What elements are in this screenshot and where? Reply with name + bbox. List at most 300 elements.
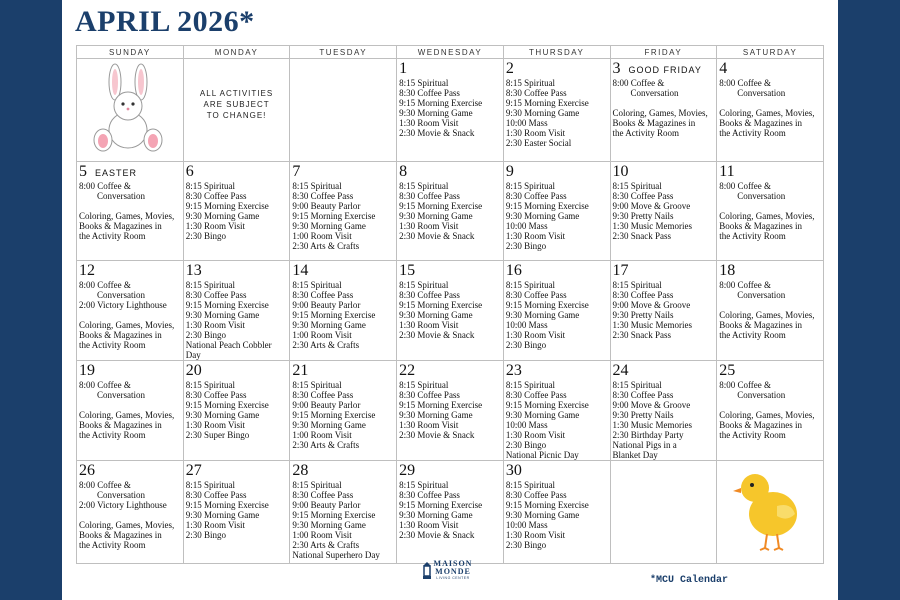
- event-line: 8:30 Coffee Pass: [185, 390, 247, 400]
- event-line: Conversation: [737, 88, 786, 98]
- day-number: 15: [399, 262, 416, 279]
- event-line: 9:15 Morning Exercise: [505, 300, 589, 310]
- event-line: 8:00 Coffee &: [612, 78, 665, 88]
- event-line: 8:15 Spiritual: [399, 380, 449, 390]
- event-line: 1:30 Music Memories: [612, 420, 693, 430]
- event-line: Coloring, Games, Movies,: [719, 310, 815, 320]
- event-line: 1:30 Room Visit: [399, 221, 459, 231]
- event-line: 8:15 Spiritual: [185, 280, 235, 290]
- event-line: 9:15 Morning Exercise: [292, 310, 376, 320]
- event-line: 9:00 Move & Groove: [612, 201, 691, 211]
- day-number: 29: [399, 462, 416, 479]
- event-line: 8:30 Coffee Pass: [505, 490, 567, 500]
- event-list: [506, 480, 608, 550]
- event-list: [506, 280, 608, 350]
- event-line: 8:30 Coffee Pass: [505, 290, 567, 300]
- event-line: 9:30 Morning Game: [399, 108, 473, 118]
- event-list: [292, 280, 394, 350]
- event-line: 8:00 Coffee &: [79, 480, 131, 490]
- day-cell: [290, 261, 397, 361]
- event-line: Coloring, Games, Movies,: [79, 211, 175, 221]
- day-number: 12: [79, 262, 95, 279]
- event-line: 9:15 Morning Exercise: [399, 400, 483, 410]
- event-list: [506, 181, 608, 251]
- day-number: 10: [612, 163, 629, 180]
- day-header: [613, 60, 715, 78]
- day-number: 16: [505, 262, 522, 279]
- day-header: [613, 262, 715, 280]
- event-line: 9:30 Morning Game: [505, 211, 580, 221]
- event-line: 1:30 Music Memories: [612, 320, 693, 330]
- event-line: 9:15 Morning Exercise: [505, 500, 589, 510]
- week-row: [77, 162, 824, 261]
- event-line: 2:30 Snack Pass: [612, 231, 672, 241]
- event-list: [613, 380, 715, 460]
- day-number: 26: [79, 462, 95, 479]
- event-line: 9:30 Morning Game: [505, 510, 580, 520]
- day-cell: [503, 361, 610, 461]
- event-line: Day: [185, 350, 201, 360]
- day-cell: [397, 361, 504, 461]
- event-line: 9:15 Morning Exercise: [399, 500, 483, 510]
- event-line: 8:00 Coffee &: [719, 181, 772, 191]
- event-line: the Activity Room: [719, 231, 786, 241]
- week-row: [77, 59, 824, 162]
- event-line: 8:15 Spiritual: [292, 480, 342, 490]
- empty-day-cell: [290, 59, 397, 162]
- event-line: 8:30 Coffee Pass: [399, 490, 460, 500]
- event-line: 2:30 Snack Pass: [612, 330, 672, 340]
- day-number: 9: [505, 163, 514, 180]
- day-cell: [717, 361, 824, 461]
- event-line: 1:00 Room Visit: [292, 330, 352, 340]
- day-cell: [290, 361, 397, 461]
- day-cell: [183, 261, 290, 361]
- event-list: [399, 280, 501, 340]
- week-row: [77, 361, 824, 461]
- event-line: 2:30 Bingo: [185, 330, 226, 340]
- event-line: Coloring, Games, Movies,: [719, 108, 815, 118]
- event-line: Books & Magazines in: [79, 330, 162, 340]
- event-line: 1:30 Room Visit: [185, 520, 246, 530]
- event-line: 8:30 Coffee Pass: [612, 191, 674, 201]
- event-list: [399, 78, 501, 138]
- event-line: 9:30 Morning Game: [292, 221, 366, 231]
- day-header: [399, 462, 501, 480]
- day-header: [79, 262, 181, 280]
- event-line: National Superhero Day: [292, 550, 380, 560]
- event-line: 9:00 Move & Groove: [612, 300, 691, 310]
- event-list: [399, 181, 501, 241]
- event-line: National Pigs in a: [612, 440, 677, 450]
- event-line: Books & Magazines in: [79, 420, 162, 430]
- event-line: 1:30 Room Visit: [505, 530, 566, 540]
- event-line: 9:15 Morning Exercise: [292, 410, 376, 420]
- event-line: 1:30 Room Visit: [399, 320, 459, 330]
- event-line: the Activity Room: [79, 430, 146, 440]
- event-list: [292, 181, 394, 251]
- day-cell: [503, 261, 610, 361]
- event-line: Books & Magazines in: [719, 420, 802, 430]
- day-number: 24: [612, 362, 629, 379]
- day-cell: [397, 59, 504, 162]
- event-list: [613, 181, 715, 241]
- day-header: [399, 362, 501, 380]
- bunny-icon: [79, 60, 179, 156]
- event-line: 8:15 Spiritual: [505, 480, 556, 490]
- event-line: 2:30 Bingo: [505, 440, 547, 450]
- event-list: [79, 280, 181, 350]
- notice-cell: [183, 59, 290, 162]
- event-line: 9:30 Pretty Nails: [612, 211, 674, 221]
- event-line: 9:30 Morning Game: [399, 410, 473, 420]
- event-line: Conversation: [97, 390, 145, 400]
- event-line: 8:15 Spiritual: [399, 181, 449, 191]
- event-line: 10:00 Mass: [505, 320, 548, 330]
- event-line: 8:15 Spiritual: [505, 78, 556, 88]
- event-line: Conversation: [737, 191, 786, 201]
- event-line: 9:15 Morning Exercise: [292, 211, 376, 221]
- event-line: the Activity Room: [79, 231, 146, 241]
- event-line: 9:30 Morning Game: [505, 410, 580, 420]
- event-line: Conversation: [97, 290, 145, 300]
- event-line: [719, 300, 821, 310]
- event-line: 2:30 Movie & Snack: [399, 231, 475, 241]
- event-line: 8:30 Coffee Pass: [505, 88, 567, 98]
- event-line: 8:15 Spiritual: [185, 480, 235, 490]
- event-line: [613, 98, 715, 108]
- event-list: [506, 78, 608, 148]
- logo-subtitle: LIVING CENTER: [436, 576, 470, 580]
- event-line: 8:00 Coffee &: [719, 380, 772, 390]
- event-line: 1:30 Room Visit: [399, 520, 459, 530]
- day-number: 14: [292, 262, 309, 279]
- event-line: 8:30 Coffee Pass: [399, 390, 460, 400]
- event-line: 9:30 Morning Game: [185, 510, 260, 520]
- day-cell: [290, 162, 397, 261]
- event-line: Coloring, Games, Movies,: [79, 320, 175, 330]
- event-line: 9:15 Morning Exercise: [505, 201, 589, 211]
- day-cell: [503, 59, 610, 162]
- event-line: 8:30 Coffee Pass: [292, 191, 354, 201]
- event-line: 8:00 Coffee &: [79, 181, 131, 191]
- event-list: [613, 280, 715, 340]
- day-number: 19: [79, 362, 95, 379]
- event-list: [613, 78, 715, 138]
- day-cell: [183, 361, 290, 461]
- event-line: 2:00 Victory Lighthouse: [79, 300, 167, 310]
- day-header: [399, 60, 501, 78]
- day-cell: [717, 162, 824, 261]
- calendar-grid: [76, 45, 824, 564]
- event-line: 2:30 Movie & Snack: [399, 128, 475, 138]
- event-line: 8:15 Spiritual: [505, 280, 556, 290]
- day-cell: [503, 162, 610, 261]
- event-line: 2:30 Arts & Crafts: [292, 540, 360, 550]
- event-line: Conversation: [737, 390, 786, 400]
- event-line: [719, 400, 821, 410]
- event-line: 8:00 Coffee &: [79, 280, 131, 290]
- day-cell: [397, 162, 504, 261]
- event-line: 8:00 Coffee &: [719, 280, 772, 290]
- event-line: 8:15 Spiritual: [292, 280, 342, 290]
- event-line: 1:00 Room Visit: [292, 430, 352, 440]
- event-list: [506, 380, 608, 460]
- event-line: 9:30 Morning Game: [399, 211, 473, 221]
- event-line: Coloring, Games, Movies,: [719, 211, 815, 221]
- event-line: 2:30 Movie & Snack: [399, 430, 475, 440]
- event-line: 8:30 Coffee Pass: [185, 290, 247, 300]
- event-line: Coloring, Games, Movies,: [79, 410, 175, 420]
- event-list: [79, 480, 181, 550]
- event-line: 9:15 Morning Exercise: [505, 98, 589, 108]
- day-number: 13: [185, 262, 202, 279]
- event-line: 2:30 Arts & Crafts: [292, 241, 360, 251]
- weekday-monday: MONDAY: [183, 46, 290, 59]
- event-line: 2:30 Super Bingo: [185, 430, 250, 440]
- day-number: 5: [79, 163, 87, 180]
- mcu-calendar-note: *MCU Calendar: [650, 575, 729, 586]
- event-line: 8:15 Spiritual: [399, 78, 449, 88]
- event-line: the Activity Room: [719, 430, 786, 440]
- day-number: 3: [612, 60, 621, 77]
- event-line: 9:00 Beauty Parlor: [292, 500, 361, 510]
- week-row: [77, 461, 824, 564]
- day-header: [719, 163, 821, 181]
- event-line: 9:15 Morning Exercise: [185, 201, 269, 211]
- day-header: [506, 163, 608, 181]
- day-cell: [397, 261, 504, 361]
- day-number: 11: [719, 163, 735, 180]
- event-line: Books & Magazines in: [79, 530, 162, 540]
- event-line: 8:15 Spiritual: [399, 280, 449, 290]
- day-number: 18: [719, 262, 736, 279]
- event-list: [399, 480, 501, 540]
- event-line: 8:30 Coffee Pass: [292, 390, 354, 400]
- day-header: [719, 60, 821, 78]
- change-notice: ALL ACTIVITIES ARE SUBJECT TO CHANGE!: [199, 89, 274, 120]
- event-line: 9:30 Morning Game: [505, 108, 580, 118]
- event-line: 9:15 Morning Exercise: [505, 400, 589, 410]
- day-header: [506, 462, 608, 480]
- event-line: National Peach Cobbler: [185, 340, 272, 350]
- day-header: [506, 60, 608, 78]
- maison-monde-logo: [422, 560, 474, 596]
- day-header: [79, 362, 181, 380]
- event-line: [719, 98, 821, 108]
- event-line: 8:15 Spiritual: [505, 181, 556, 191]
- event-line: Conversation: [630, 88, 679, 98]
- event-list: [79, 181, 181, 241]
- event-line: 8:15 Spiritual: [185, 181, 235, 191]
- event-line: 9:15 Morning Exercise: [185, 500, 269, 510]
- event-line: Books & Magazines in: [719, 320, 802, 330]
- event-line: 2:30 Bingo: [185, 530, 226, 540]
- event-line: 10:00 Mass: [505, 221, 548, 231]
- event-line: [719, 201, 821, 211]
- event-line: 9:30 Morning Game: [185, 310, 260, 320]
- event-line: 2:30 Arts & Crafts: [292, 440, 360, 450]
- event-list: [292, 480, 394, 560]
- event-line: National Picnic Day: [505, 450, 579, 460]
- event-line: 8:00 Coffee &: [719, 78, 772, 88]
- event-line: 9:30 Pretty Nails: [612, 410, 674, 420]
- day-header: [399, 262, 501, 280]
- event-line: 8:00 Coffee &: [79, 380, 131, 390]
- day-header: [399, 163, 501, 181]
- weekday-friday: FRIDAY: [610, 46, 717, 59]
- weekday-saturday: SATURDAY: [717, 46, 824, 59]
- event-line: 9:15 Morning Exercise: [399, 300, 483, 310]
- event-line: 10:00 Mass: [505, 520, 548, 530]
- event-line: 9:15 Morning Exercise: [399, 98, 483, 108]
- event-line: 9:30 Pretty Nails: [612, 310, 674, 320]
- event-list: [719, 380, 821, 440]
- event-line: [79, 310, 181, 320]
- day-cell: [610, 361, 717, 461]
- day-number: 30: [505, 462, 522, 479]
- event-line: 2:30 Bingo: [505, 540, 547, 550]
- lantern-icon: [422, 562, 432, 580]
- weekday-header-row: [77, 46, 824, 59]
- event-line: 9:00 Beauty Parlor: [292, 300, 361, 310]
- event-line: Blanket Day: [612, 450, 658, 460]
- event-line: 8:30 Coffee Pass: [399, 88, 460, 98]
- event-line: 1:30 Room Visit: [505, 231, 566, 241]
- event-line: 8:15 Spiritual: [185, 380, 235, 390]
- event-line: Conversation: [737, 290, 786, 300]
- event-line: 8:30 Coffee Pass: [399, 191, 460, 201]
- event-line: 2:30 Easter Social: [505, 138, 572, 148]
- bunny-cell: [77, 59, 184, 162]
- event-line: 1:00 Room Visit: [292, 231, 352, 241]
- event-list: [399, 380, 501, 440]
- day-header: [292, 163, 394, 181]
- event-line: 2:30 Bingo: [505, 340, 547, 350]
- day-header: [186, 163, 288, 181]
- weekday-sunday: SUNDAY: [77, 46, 184, 59]
- day-header: [292, 362, 394, 380]
- day-number: 17: [612, 262, 629, 279]
- event-line: 2:00 Victory Lighthouse: [79, 500, 167, 510]
- day-header: [186, 262, 288, 280]
- logo-word-middle: MONDE: [435, 567, 471, 576]
- event-line: the Activity Room: [719, 330, 786, 340]
- event-line: 8:30 Coffee Pass: [505, 390, 567, 400]
- weekday-thursday: THURSDAY: [503, 46, 610, 59]
- day-cell: [503, 461, 610, 564]
- event-line: 2:30 Movie & Snack: [399, 330, 475, 340]
- day-number: 25: [719, 362, 736, 379]
- day-number: 28: [292, 462, 309, 479]
- event-line: 8:15 Spiritual: [612, 181, 662, 191]
- logo-word-top: MAISON: [433, 559, 473, 568]
- event-line: 2:30 Arts & Crafts: [292, 340, 360, 350]
- event-line: 8:15 Spiritual: [612, 380, 662, 390]
- day-header: [292, 262, 394, 280]
- event-line: 1:30 Room Visit: [505, 430, 566, 440]
- event-line: Conversation: [97, 191, 145, 201]
- event-list: [186, 480, 288, 540]
- event-list: [186, 181, 288, 241]
- event-line: 8:15 Spiritual: [399, 480, 449, 490]
- day-cell: [610, 261, 717, 361]
- event-line: Books & Magazines in: [79, 221, 162, 231]
- event-line: 1:30 Room Visit: [399, 118, 459, 128]
- event-line: 9:30 Morning Game: [292, 320, 366, 330]
- event-line: 1:00 Room Visit: [292, 530, 352, 540]
- event-line: 2:30 Movie & Snack: [399, 530, 475, 540]
- event-line: the Activity Room: [79, 340, 146, 350]
- day-cell: [77, 162, 184, 261]
- day-number: 7: [292, 163, 301, 180]
- day-header: [613, 163, 715, 181]
- event-line: 8:15 Spiritual: [612, 280, 662, 290]
- event-line: Books & Magazines in: [719, 118, 802, 128]
- holiday-label: EASTER: [95, 168, 138, 178]
- day-cell: [183, 461, 290, 564]
- day-header: [613, 362, 715, 380]
- event-line: 8:30 Coffee Pass: [292, 490, 354, 500]
- day-number: 2: [505, 60, 514, 77]
- event-line: 8:15 Spiritual: [292, 181, 342, 191]
- day-header: [506, 362, 608, 380]
- event-line: 2:30 Bingo: [505, 241, 547, 251]
- event-list: [292, 380, 394, 450]
- event-line: 8:30 Coffee Pass: [185, 191, 247, 201]
- event-line: 1:30 Room Visit: [505, 330, 566, 340]
- day-header: [719, 362, 821, 380]
- event-line: 9:30 Morning Game: [292, 520, 366, 530]
- event-line: [79, 400, 181, 410]
- day-number: 22: [399, 362, 416, 379]
- calendar-page: [62, 0, 838, 600]
- day-cell: [717, 261, 824, 361]
- day-number: 27: [185, 462, 202, 479]
- event-line: 1:30 Room Visit: [185, 320, 246, 330]
- event-line: 9:30 Morning Game: [292, 420, 366, 430]
- chick-cell: [717, 461, 824, 564]
- week-row: [77, 261, 824, 361]
- event-line: 8:15 Spiritual: [292, 380, 342, 390]
- day-cell: [610, 162, 717, 261]
- day-header: [79, 462, 181, 480]
- day-cell: [77, 361, 184, 461]
- day-header: [186, 462, 288, 480]
- event-list: [719, 181, 821, 241]
- day-number: 6: [185, 163, 194, 180]
- event-line: 9:30 Morning Game: [185, 410, 260, 420]
- event-line: 8:30 Coffee Pass: [185, 490, 247, 500]
- empty-day-cell: [610, 461, 717, 564]
- event-line: 9:00 Beauty Parlor: [292, 201, 361, 211]
- event-line: 9:30 Morning Game: [399, 510, 473, 520]
- event-line: 8:30 Coffee Pass: [505, 191, 567, 201]
- event-line: Coloring, Games, Movies,: [719, 410, 815, 420]
- event-list: [79, 380, 181, 440]
- event-line: 1:30 Room Visit: [399, 420, 459, 430]
- event-line: 2:30 Birthday Party: [612, 430, 684, 440]
- day-number: 1: [399, 60, 408, 77]
- event-line: 9:30 Morning Game: [505, 310, 580, 320]
- event-line: 9:30 Morning Game: [185, 211, 260, 221]
- day-header: [292, 462, 394, 480]
- event-list: [719, 78, 821, 138]
- event-line: 10:00 Mass: [505, 118, 548, 128]
- day-cell: [610, 59, 717, 162]
- day-cell: [290, 461, 397, 564]
- event-line: 8:30 Coffee Pass: [612, 390, 674, 400]
